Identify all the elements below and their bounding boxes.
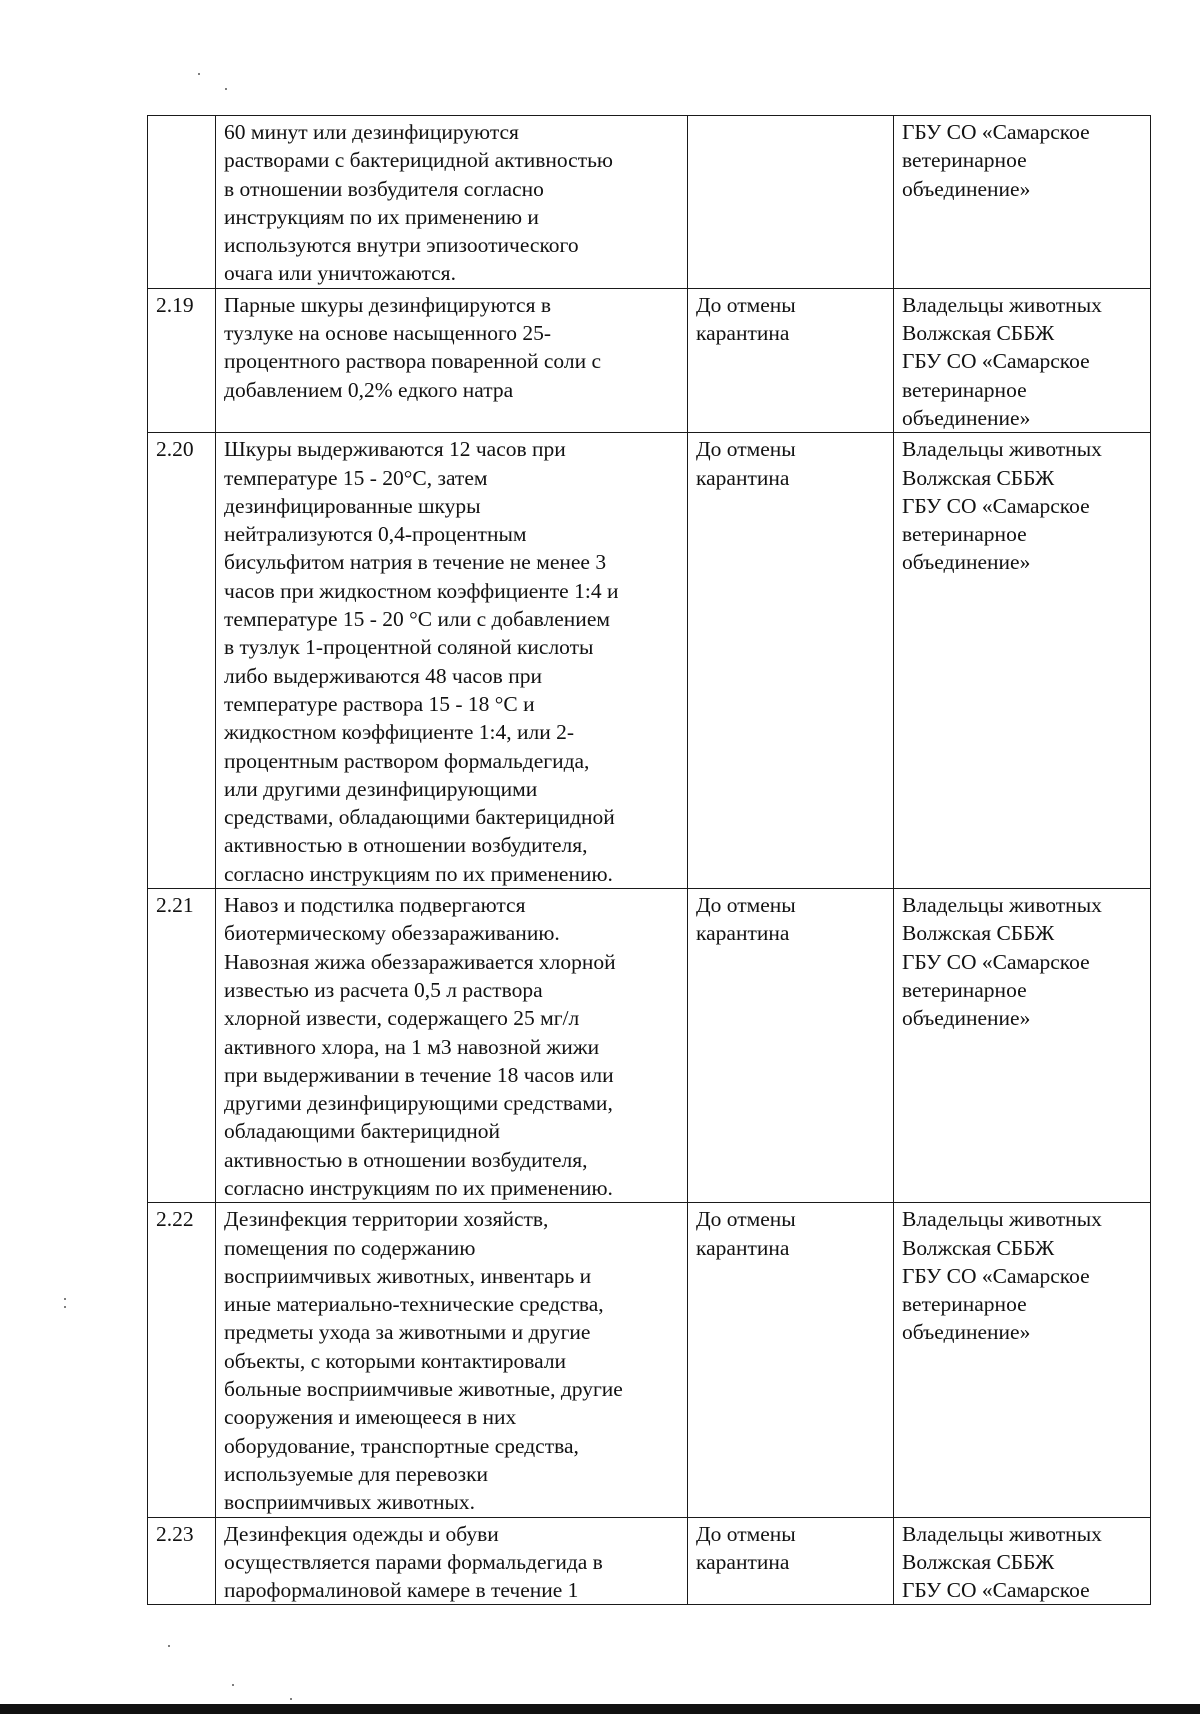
responsible-text: Владельцы животных Волжская СББЖ ГБУ СО «Самарское ветеринарное объединение» [894, 889, 1151, 1203]
table-row [148, 1203, 1151, 1517]
measure-text: Шкуры выдерживаются 12 часов при температуре 15 - 20°С, затем дезинфицированные шкуры нейтрализуются 0,4-процентным бисульфитом натрия в течение не менее 3 часов при жидкостном коэффициенте 1:4 и температуре 15 - 20 °С или с добавлением в тузлук 1-процентной соляной кислоты либо выдерживаются 48 часов при температуре раствора 15 - 18 °С и жидкостном коэффициенте 1:4, или 2- процентным раствором формальдегида, или другими дезинфицирующими средствами, обладающими бактерицидной активностью в отношении возбудителя, согласно инструкциям по их применению. [216, 433, 688, 889]
term-text: До отмены карантина [688, 288, 894, 432]
term-text: До отмены карантина [688, 889, 894, 1203]
table-row [148, 116, 1151, 289]
measure-text: 60 минут или дезинфицируются растворами с бактерицидной активностью в отношении возбудителя согласно инструкциям по их применению и используются внутри эпизоотического очага или уничтожаются. [216, 116, 688, 289]
responsible-text: Владельцы животных Волжская СББЖ ГБУ СО «Самарское [894, 1517, 1151, 1605]
scan-bottom-edge [0, 1704, 1200, 1714]
responsible-text: Владельцы животных Волжская СББЖ ГБУ СО «Самарское ветеринарное объединение» [894, 433, 1151, 889]
term-text: До отмены карантина [688, 1203, 894, 1517]
scan-speck [232, 1684, 234, 1686]
responsible-text: Владельцы животных Волжская СББЖ ГБУ СО «Самарское ветеринарное объединение» [894, 288, 1151, 432]
row-number: 2.23 [148, 1517, 216, 1605]
table-row [148, 1517, 1151, 1605]
measure-text: Дезинфекция одежды и обуви осуществляется парами формальдегида в пароформалиновой камере в течение 1 [216, 1517, 688, 1605]
responsible-text: ГБУ СО «Самарское ветеринарное объединение» [894, 116, 1151, 289]
measure-text: Дезинфекция территории хозяйств, помещения по содержанию восприимчивых животных, инвентарь и иные материально-технические средства, предметы ухода за животными и другие объекты, с которыми контактировали больные восприимчивые животные, другие сооружения и имеющееся в них оборудование, транспортные средства, используемые для перевозки восприимчивых животных. [216, 1203, 688, 1517]
measure-text: Парные шкуры дезинфицируются в тузлуке на основе насыщенного 25- процентного раствора поваренной соли с добавлением 0,2% едкого натра [216, 288, 688, 432]
scan-speck [168, 1645, 170, 1647]
scan-speck [64, 1306, 66, 1308]
term-text [688, 116, 894, 289]
row-number: 2.21 [148, 889, 216, 1203]
scan-speck [290, 1698, 292, 1700]
responsible-text: Владельцы животных Волжская СББЖ ГБУ СО «Самарское ветеринарное объединение» [894, 1203, 1151, 1517]
row-number: 2.20 [148, 433, 216, 889]
scan-speck [64, 1298, 66, 1300]
term-text: До отмены карантина [688, 1517, 894, 1605]
table-row [148, 433, 1151, 889]
table-row [148, 288, 1151, 432]
scan-speck [198, 73, 200, 75]
row-number: 2.22 [148, 1203, 216, 1517]
table-row [148, 889, 1151, 1203]
measure-text: Навоз и подстилка подвергаются биотермическому обеззараживанию. Навозная жижа обеззараживается хлорной известью из расчета 0,5 л раствора хлорной извести, содержащего 25 мг/л активного хлора, на 1 м3 навозной жижи при выдерживании в течение 18 часов или другими дезинфицирующими средствами, обладающими бактерицидной активностью в отношении возбудителя, согласно инструкциям по их применению. [216, 889, 688, 1203]
scan-speck [225, 88, 227, 90]
row-number: 2.19 [148, 288, 216, 432]
term-text: До отмены карантина [688, 433, 894, 889]
measures-table [147, 115, 1151, 1605]
row-number [148, 116, 216, 289]
